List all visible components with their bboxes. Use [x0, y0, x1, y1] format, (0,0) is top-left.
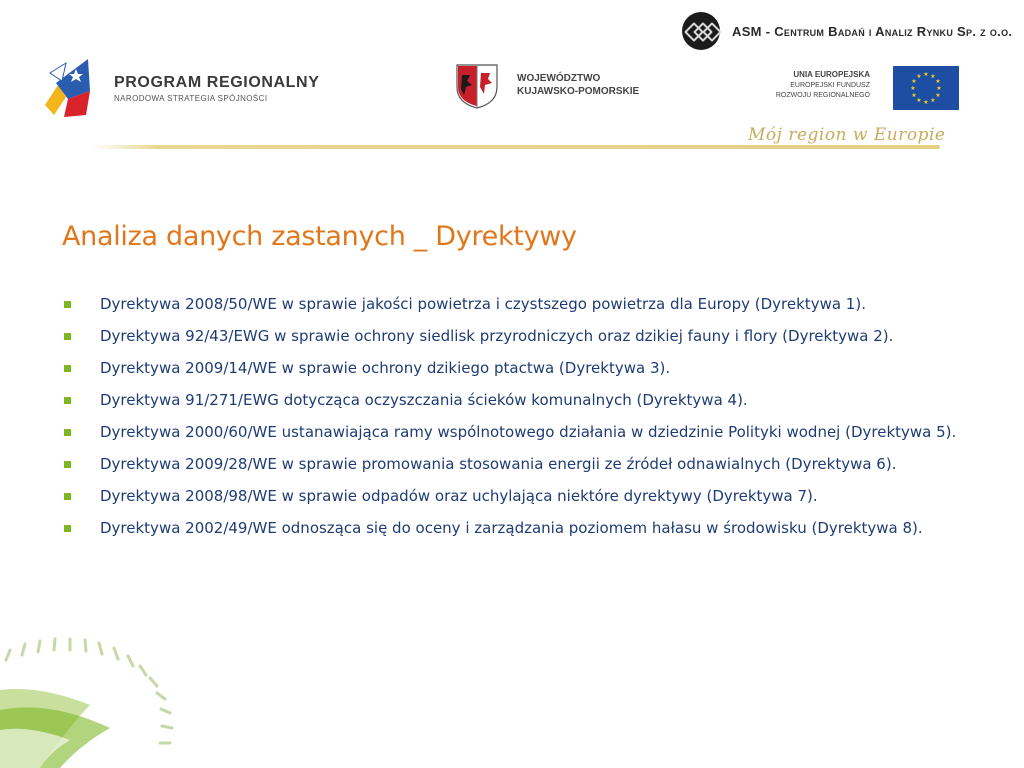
list-item-text: Dyrektywa 91/271/EWG dotycząca oczyszczania ścieków komunalnych (Dyrektywa 4).: [100, 391, 748, 409]
list-item: [62, 389, 980, 412]
list-item-text: Dyrektywa 92/43/EWG w sprawie ochrony siedlisk przyrodniczych oraz dzikiej fauny i flory (Dyrektywa 2).: [100, 327, 894, 345]
slide-title: Analiza danych zastanych _ Dyrektywy: [62, 221, 577, 252]
eu-line-2: EUROPEJSKI FUNDUSZ: [790, 82, 870, 89]
region-line-2: KUJAWSKO-POMORSKIE: [517, 86, 640, 97]
list-item-text: Dyrektywa 2000/60/WE ustanawiająca ramy wspólnotowego działania w dziedzinie Polityki wodnej (Dyrektywa 5).: [100, 423, 957, 441]
bullet-icon: [64, 365, 71, 372]
svg-text:★: ★: [911, 78, 917, 85]
svg-text:★: ★: [930, 73, 936, 80]
svg-text:★: ★: [911, 92, 917, 99]
svg-text:★: ★: [935, 78, 941, 85]
list-item: [62, 421, 980, 444]
svg-text:★: ★: [923, 99, 929, 106]
program-title: PROGRAM REGIONALNY: [114, 74, 320, 91]
bullet-icon: [64, 461, 71, 468]
region-crest-icon: [455, 63, 499, 109]
bullet-icon: [64, 525, 71, 532]
region-line-1: WOJEWÓDZTWO: [517, 73, 601, 84]
list-item: [62, 293, 980, 316]
directive-list: [62, 293, 980, 549]
bullet-icon: [64, 301, 71, 308]
svg-text:★: ★: [910, 85, 916, 92]
list-item-text: Dyrektywa 2002/49/WE odnosząca się do oceny i zarządzania poziomem hałasu w środowisku (Dyrektywa 8).: [100, 519, 923, 537]
bullet-icon: [64, 397, 71, 404]
list-item-text: Dyrektywa 2009/28/WE w sprawie promowania stosowania energii ze źródeł odnawialnych (Dyrektywa 6).: [100, 455, 897, 473]
program-subtitle: NARODOWA STRATEGIA SPÓJNOŚCI: [114, 94, 268, 103]
list-item: [62, 325, 980, 348]
list-item-text: Dyrektywa 2009/14/WE w sprawie ochrony dzikiego ptactwa (Dyrektywa 3).: [100, 359, 671, 377]
svg-text:★: ★: [930, 97, 936, 104]
list-item-text: Dyrektywa 2008/50/WE w sprawie jakości powietrza i czystszego powietrza dla Europy (Dyrektywa 1).: [100, 295, 866, 313]
region-name: [517, 72, 639, 98]
eu-line-3: ROZWOJU REGIONALNEGO: [775, 92, 870, 99]
svg-text:★: ★: [916, 97, 922, 104]
eu-flag-icon: [893, 66, 959, 110]
eu-line-1: UNIA EUROPEJSKA: [793, 70, 870, 79]
svg-text:★: ★: [935, 92, 941, 99]
list-item-text: Dyrektywa 2008/98/WE w sprawie odpadów oraz uchylająca niektóre dyrektywy (Dyrektywa 7).: [100, 487, 818, 505]
asm-logo-icon: [682, 12, 720, 50]
list-item: [62, 485, 980, 508]
logo-band: [0, 50, 1024, 170]
motto-text: Mój region w Europie: [748, 125, 946, 145]
company-name: ASM - Centrum Badań i Analiz Rynku Sp. z o.o.: [732, 23, 1013, 39]
svg-text:★: ★: [916, 73, 922, 80]
svg-text:★: ★: [936, 85, 942, 92]
bullet-icon: [64, 493, 71, 500]
bullet-icon: [64, 429, 71, 436]
list-item: [62, 357, 980, 380]
list-item: [62, 453, 980, 476]
svg-text:★: ★: [923, 71, 929, 78]
bullet-icon: [64, 333, 71, 340]
decorative-gold-line: [90, 145, 940, 149]
list-item: [62, 517, 980, 540]
company-header: [682, 12, 1012, 50]
decorative-swirl-graphic: [0, 630, 190, 768]
program-regionalny-logo-icon: [40, 55, 95, 121]
eu-fund-text: [738, 70, 870, 101]
